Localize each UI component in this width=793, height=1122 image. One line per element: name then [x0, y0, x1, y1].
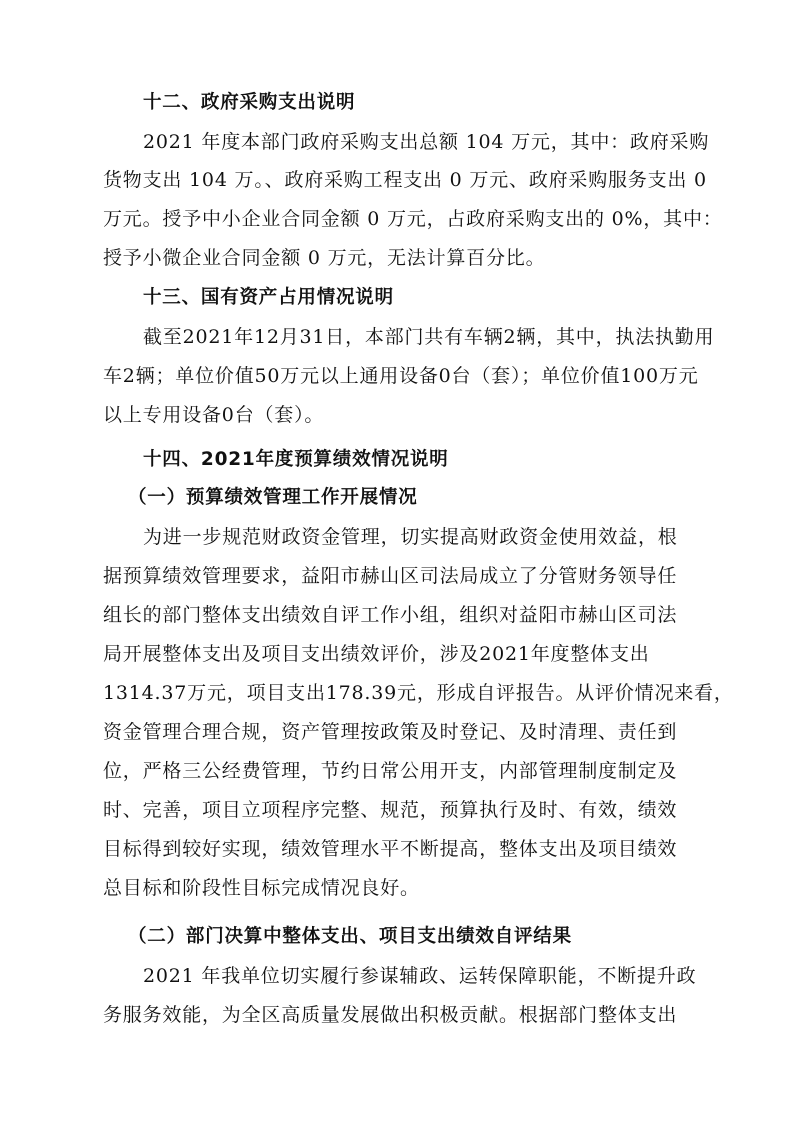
paragraph-line: 为进一步规范财政资金管理，切实提高财政资金使用效益，根 [143, 526, 678, 548]
paragraph-line: 以上专用设备0台（套）。 [103, 404, 325, 426]
paragraph-line: 资金管理合理合规，资产管理按政策及时登记、及时清理、责任到 [103, 721, 678, 743]
paragraph-line: 组长的部门整体支出绩效自评工作小组，组织对益阳市赫山区司法 [103, 604, 678, 626]
paragraph-line: 2021 年度本部门政府采购支出总额 104 万元，其中：政府采购 [143, 131, 710, 153]
paragraph-line: 位，严格三公经费管理，节约日常公用开支，内部管理制度制定及 [103, 760, 678, 782]
paragraph-line: 万元。授予中小企业合同金额 0 万元，占政府采购支出的 0%，其中： [103, 208, 723, 230]
paragraph-line: 目标得到较好实现，绩效管理水平不断提高，整体支出及项目绩效 [103, 838, 678, 860]
section-12-heading: 十二、政府采购支出说明 [143, 92, 356, 113]
section-13-heading: 十三、国有资产占用情况说明 [143, 287, 394, 308]
subsection-1-heading: （一）预算绩效管理工作开展情况 [128, 487, 418, 508]
paragraph-line: 截至2021年12月31日，本部门共有车辆2辆，其中，执法执勤用 [143, 326, 715, 348]
section-14-heading: 十四、2021年度预算绩效情况说明 [143, 449, 449, 470]
paragraph-line: 据预算绩效管理要求，益阳市赫山区司法局成立了分管财务领导任 [103, 565, 678, 587]
paragraph-line: 局开展整体支出及项目支出绩效评价，涉及2021年度整体支出 [103, 643, 650, 665]
paragraph-line: 时、完善，项目立项程序完整、规范，预算执行及时、有效，绩效 [103, 799, 678, 821]
paragraph-line: 务服务效能，为全区高质量发展做出积极贡献。根据部门整体支出 [103, 1004, 678, 1026]
paragraph-line: 授予小微企业合同金额 0 万元，无法计算百分比。 [103, 247, 546, 269]
paragraph-line: 2021 年我单位切实履行参谋辅政、运转保障职能，不断提升政 [143, 965, 697, 987]
paragraph-line: 1314.37万元，项目支出178.39元，形成自评报告。从评价情况来看， [103, 682, 734, 704]
paragraph-line: 车2辆；单位价值50万元以上通用设备0台（套）；单位价值100万元 [103, 365, 699, 387]
paragraph-line: 总目标和阶段性目标完成情况良好。 [103, 877, 420, 899]
paragraph-line: 货物支出 104 万。、政府采购工程支出 0 万元、政府采购服务支出 0 [103, 169, 707, 191]
subsection-2-heading: （二）部门决算中整体支出、项目支出绩效自评结果 [128, 926, 572, 947]
